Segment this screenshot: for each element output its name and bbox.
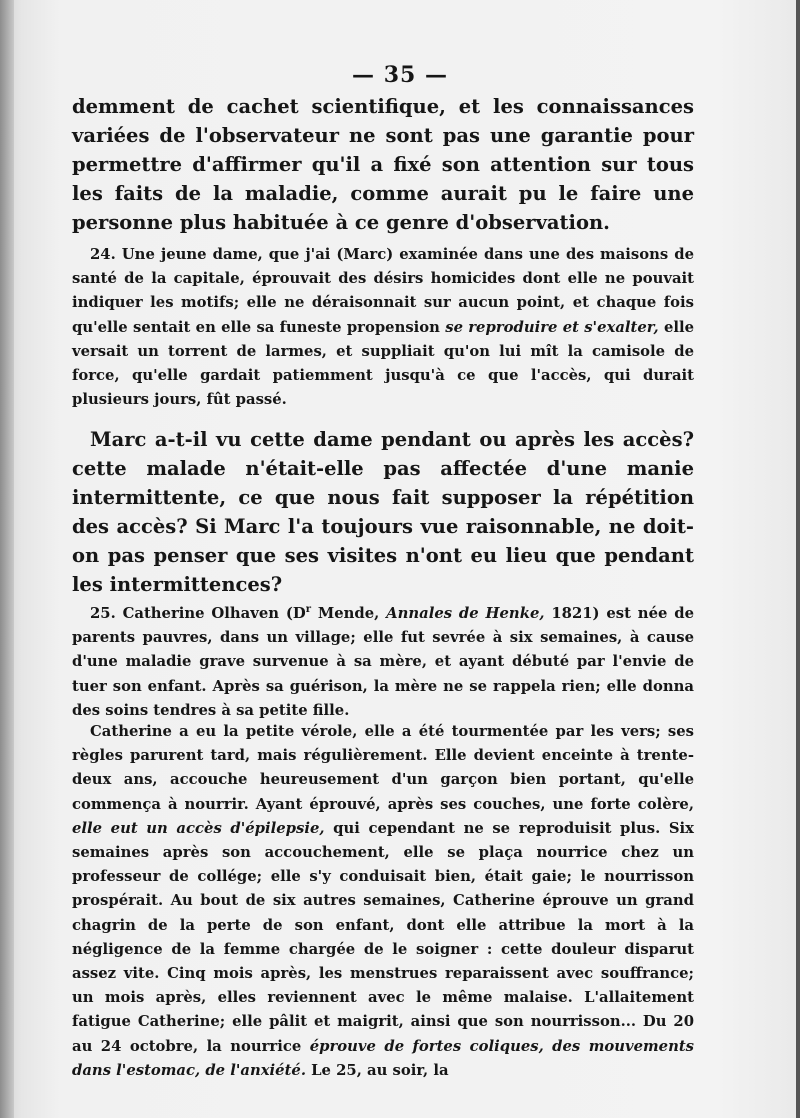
page-gutter-shadow: [0, 0, 14, 1118]
case-25-p2-text-3: Le 25, au soir, la: [311, 1061, 449, 1079]
case-25-text-2: Mende,: [310, 604, 387, 622]
case-25-text-1: Catherine Olhaven (D: [122, 604, 306, 622]
page-number: — 35 —: [352, 62, 448, 88]
case-24: [72, 243, 694, 412]
case-25-p2-italic-2: éprouve de fortes coliques, des mouvements dans l'estomac, de l'anxiété.: [72, 1037, 694, 1079]
case-25-text-3: 1821) est née de parents pauvres, dans un village; elle fut sevrée à six semaines, à cause d'une maladie grave survenue à sa mère, et ayant débuté par l'envie de tuer son enfant. Après sa guérison, la mère ne se rappela rien; elle donna des soins tendres à sa petite fille.: [72, 604, 694, 719]
commentary-paragraph: [72, 425, 694, 599]
paragraph-opening-text: demment de cachet scientifique, et les connaissances variées de l'observateur ne sont pas une garantie pour permettre d'affirmer qu'il a fixé son attention sur tous les faits de la maladie, comme aurait pu le faire une personne plus habituée à ce genre d'observation.: [72, 95, 694, 234]
paragraph-opening: [72, 92, 694, 237]
case-24-italic: se reproduire et s'exalter,: [445, 318, 659, 336]
case-25-number: 25.: [90, 604, 116, 622]
case-25-p2-italic-1: elle eut un accès d'épilepsie,: [72, 819, 325, 837]
case-25-p2-text-1: Catherine a eu la petite vérole, elle a été tourmentée par les vers; ses règles parurent tard, mais régulièrement. Elle devient enceinte à trente-deux ans, accouche heureusement d'un garçon bien portant, qu'elle commença à nourrir. Ayant éprouvé, après ses couches, une forte colère,: [72, 723, 694, 813]
commentary-text: Marc a-t-il vu cette dame pendant ou après les accès? cette malade n'était-elle pas affectée d'une manie intermittente, ce que nous fait supposer la répétition des accès? Si Marc l'a toujours vue raisonnable, ne doit-on pas penser que ses visites n'ont eu lieu que pendant les intermittences?: [72, 428, 694, 596]
case-24-number: 24.: [90, 246, 116, 263]
case-24-text-end: elle versait un torrent de larmes, et suppliait qu'on lui mît la camisole de force, qu'elle gardait patiemment jusqu'à ce que l'accès, qui durait plusieurs jours, fût passé.: [72, 318, 695, 409]
page-edge: [796, 0, 800, 1118]
case-25-paragraph-1: [72, 598, 694, 723]
case-24-text-start: Une jeune dame, que j'ai (Marc) examinée dans une des maisons de santé de la capitale, éprouvait des désirs homicides dont elle ne pouvait indiquer les motifs; elle ne déraisonnait sur aucun point, et chaque fois qu'elle sentait en elle sa funeste propension: [72, 246, 694, 336]
case-25-superscript: r: [305, 604, 311, 615]
case-25-source: Annales de Henke,: [386, 604, 545, 622]
case-25-paragraph-2: [72, 720, 694, 1083]
case-25-p2-text-2: qui cependant ne se reproduisit plus. Six semaines après son accouchement, elle se plaça nourrice chez un professeur de collége; elle s'y conduisait bien, était gaie; le nourrisson prospérait. Au bout de six autres semaines, Catherine éprouve un grand chagrin de la perte de son enfant, dont elle attribue la mort à la négligence de la femme chargée de le soigner : cette douleur disparut assez vite. Cinq mois après, les menstrues reparaissent avec souffrance; un mois après, elles reviennent avec le même malaise. L'allaitement fatigue Catherine; elle pâlit et maigrit, ainsi que son nourrisson... Du 20 au 24 octobre, la nourrice: [72, 819, 694, 1055]
